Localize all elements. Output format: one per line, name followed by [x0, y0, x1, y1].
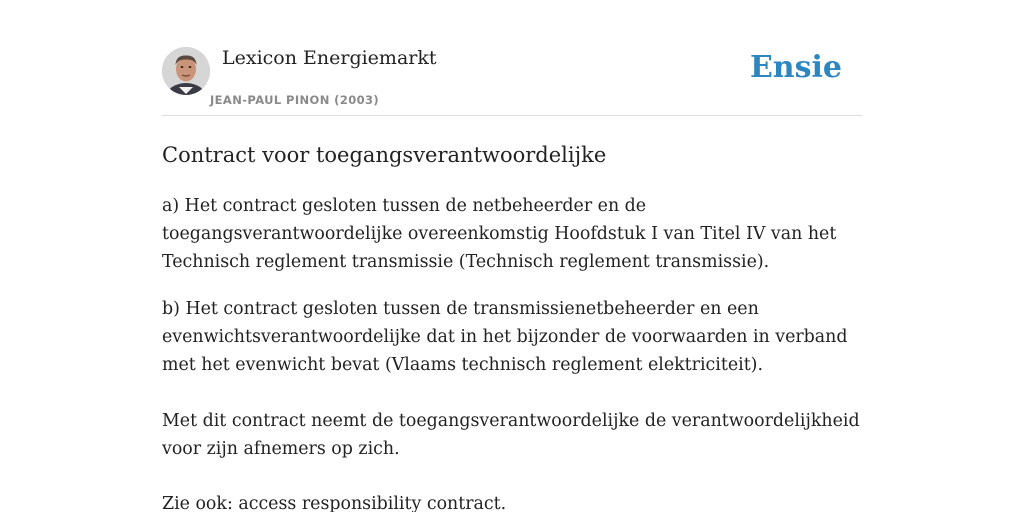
entry-header [162, 0, 862, 116]
definition-b: b) Het contract gesloten tussen de transmissienetbeheerder en een evenwichtsverantwoordelijke dat in het bijzonder de voorwaarden in verband met het evenwicht bevat (Vlaams technisch reglement elektriciteit). [162, 299, 848, 375]
entry-title: Contract voor toegangsverantwoordelijke [162, 143, 607, 167]
definition-a: a) Het contract gesloten tussen de netbeheerder en de toegangsverantwoordelijke overeenkomstig Hoofdstuk I van Titel IV van het Technisch reglement transmissie (Technisch reglement transmissie). [162, 196, 837, 272]
see-also: Zie ook: access responsibility contract. [162, 494, 507, 512]
author-avatar [162, 47, 210, 95]
author-name[interactable]: JEAN-PAUL PINON (2003) [210, 93, 380, 107]
definition-note: Met dit contract neemt de toegangsverantwoordelijke de verantwoordelijkheid voor zijn afnemers op zich. [162, 411, 860, 459]
author-portrait-icon [162, 47, 210, 95]
book-title[interactable]: Lexicon Energiemarkt [222, 47, 437, 69]
brand-logo[interactable]: Ensie [749, 50, 842, 85]
entry-card [162, 0, 862, 512]
